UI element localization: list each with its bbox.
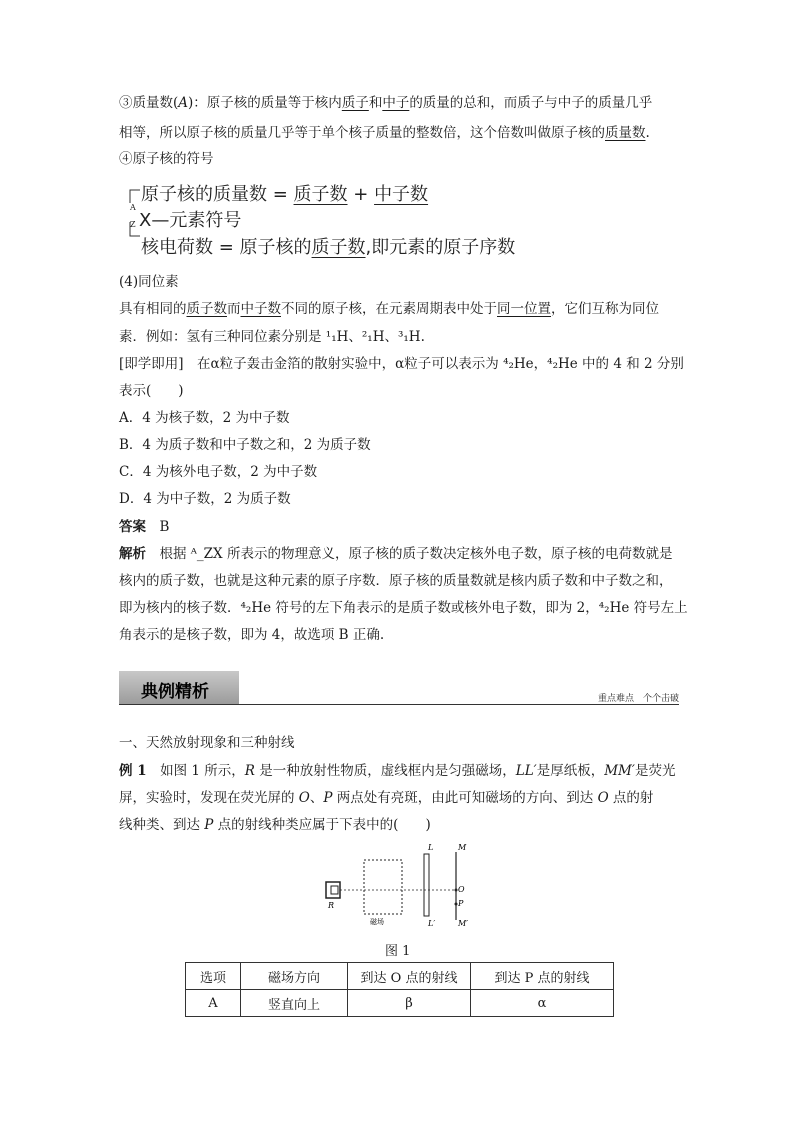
label-l: L bbox=[428, 843, 434, 852]
option-a: A．4 为核子数，2 为中子数 bbox=[119, 410, 290, 426]
symbol: O bbox=[597, 790, 609, 806]
table-header-cell: 到达 P 点的射线 bbox=[471, 963, 614, 990]
explanation-line-4: 角表示的是核子数，即为 4，故选项 B 正确. bbox=[119, 627, 385, 643]
text: 原子核的质量数 = bbox=[141, 184, 294, 205]
explanation-line-1 bbox=[119, 545, 679, 563]
symbol-bottom-line bbox=[141, 233, 515, 259]
mass-number-superscript: A bbox=[130, 203, 136, 212]
symbol: P bbox=[204, 817, 214, 833]
example-line-1 bbox=[119, 762, 679, 780]
label-m: M bbox=[458, 843, 467, 852]
symbol: P bbox=[323, 790, 333, 806]
section-title: 典例精析 bbox=[141, 682, 209, 702]
option-b: B．4 为质子数和中子数之和，2 为质子数 bbox=[119, 437, 371, 453]
experiment-figure bbox=[322, 840, 482, 932]
label-l-prime: L′ bbox=[428, 919, 436, 928]
label-m-prime: M′ bbox=[458, 919, 469, 928]
options-table bbox=[185, 962, 614, 1017]
underlined-term: 质子数 bbox=[186, 301, 227, 317]
option-d: D．4 为中子数，2 为质子数 bbox=[119, 491, 291, 507]
text: ,即元素的原子序数 bbox=[365, 237, 516, 258]
symbol: MM′ bbox=[604, 763, 635, 779]
text: 两点处有亮斑，由此可知磁场的方向、到达 bbox=[332, 790, 598, 806]
table-header-cell: 到达 O 点的射线 bbox=[348, 963, 471, 990]
example-line-3 bbox=[119, 816, 679, 834]
underlined-term: 质子数 bbox=[293, 184, 348, 205]
symbol-a: A bbox=[178, 95, 189, 111]
symbol-heading: ④原子核的符号 bbox=[119, 151, 214, 167]
text: 相等，所以原子核的质量几乎等于单个核子质量的整数倍，这个倍数叫做原子核的 bbox=[119, 125, 605, 141]
underlined-term: 中子数 bbox=[374, 184, 429, 205]
symbol: LL′ bbox=[515, 763, 537, 779]
label-o: O bbox=[458, 885, 465, 894]
explanation-line-3: 即为核内的核子数．⁴₂He 符号的左下角表示的是质子数或核外电子数，即为 2，⁴₂He 符号左上 bbox=[119, 600, 688, 616]
example-label: 例 1 bbox=[119, 763, 147, 779]
table-header-row bbox=[186, 963, 614, 990]
symbol: O bbox=[298, 790, 310, 806]
text: ，它们互称为同位 bbox=[551, 301, 659, 317]
example-line-2 bbox=[119, 789, 679, 807]
question-text: 在α粒子轰击金箔的散射实验中，α粒子可以表示为 ⁴₂He，⁴₂He 中的 4 和 2 分别 bbox=[183, 356, 684, 372]
table-cell: β bbox=[348, 990, 471, 1017]
paper-board bbox=[424, 854, 429, 916]
text: 屏，实验时，发现在荧光屏的 bbox=[119, 790, 299, 806]
text: 线种类、到达 bbox=[119, 817, 205, 833]
question-line-1 bbox=[119, 355, 684, 373]
text: 点的射 bbox=[608, 790, 654, 806]
text: 不同的原子核，在元素周期表中处于 bbox=[281, 301, 497, 317]
atomic-number-subscript: Z bbox=[130, 220, 136, 229]
question-tag: [即学即用] bbox=[119, 356, 184, 372]
table-cell: 竖直向上 bbox=[241, 990, 348, 1017]
text: ③质量数( bbox=[119, 95, 179, 111]
explanation-text: 根据 ᴬ_ZX 所表示的物理意义，原子核的质子数决定核外电子数，原子核的电荷数就是 bbox=[146, 546, 673, 562]
section-header bbox=[119, 671, 679, 705]
isotope-line-2: 素．例如：氢有三种同位素分别是 ¹₁H、²₁H、³₁H. bbox=[119, 329, 425, 345]
symbol: R bbox=[244, 763, 255, 779]
answer-value: B bbox=[146, 519, 170, 535]
text: + bbox=[347, 184, 375, 205]
figure-caption: 图 1 bbox=[385, 944, 411, 959]
underlined-term: 中子数 bbox=[240, 301, 281, 317]
isotope-line-1 bbox=[119, 300, 679, 318]
underlined-term: 质子 bbox=[341, 95, 369, 111]
text: 具有相同的 bbox=[119, 301, 187, 317]
text: . bbox=[645, 125, 650, 141]
text: 是荧光 bbox=[634, 763, 676, 779]
text: 核电荷数 = 原子核的 bbox=[141, 237, 312, 258]
label-p: P bbox=[458, 899, 464, 908]
text: 而 bbox=[227, 301, 241, 317]
option-c: C．4 为核外电子数，2 为中子数 bbox=[119, 464, 318, 480]
label-r: R bbox=[328, 901, 335, 910]
question-line-2: 表示( ) bbox=[119, 383, 184, 399]
magnetic-field-box bbox=[364, 860, 402, 914]
section-divider bbox=[119, 704, 679, 705]
explanation-line-2: 核内的质子数，也就是这种元素的原子序数．原子核的质量数就是核内质子数和中子数之和， bbox=[119, 573, 673, 589]
mass-number-line-1 bbox=[119, 94, 679, 112]
table-cell: A bbox=[186, 990, 241, 1017]
text: 、 bbox=[309, 790, 324, 806]
underlined-term: 质子数 bbox=[311, 237, 366, 258]
source-inner bbox=[331, 886, 338, 894]
text: 点的射线种类应属于下表中的( ) bbox=[213, 817, 431, 833]
symbol-top-line bbox=[141, 180, 428, 206]
table-cell: α bbox=[471, 990, 614, 1017]
answer-label: 答案 bbox=[119, 519, 146, 535]
text: )：原子核的质量等于核内 bbox=[188, 95, 342, 111]
explanation-label: 解析 bbox=[119, 546, 146, 562]
table-row bbox=[186, 990, 614, 1017]
table-header-cell: 磁场方向 bbox=[241, 963, 348, 990]
text: 是厚纸板， bbox=[536, 763, 605, 779]
section-subtitle: 重点难点 个个击破 bbox=[597, 694, 679, 704]
text: 是一种放射性物质，虚线框内是匀强磁场， bbox=[254, 763, 516, 779]
label-field: 磁场 bbox=[370, 918, 384, 926]
example-heading: 一、天然放射现象和三种射线 bbox=[119, 735, 295, 751]
text: 和 bbox=[368, 95, 383, 111]
text: 的质量的总和，而质子与中子的质量几乎 bbox=[409, 95, 653, 111]
text: 如图 1 所示， bbox=[146, 763, 245, 779]
underlined-term: 中子 bbox=[382, 95, 410, 111]
answer-line bbox=[119, 518, 679, 536]
mass-number-line-2 bbox=[119, 124, 679, 142]
underlined-term: 同一位置 bbox=[497, 301, 551, 317]
symbol-mid-line: X—元素符号 bbox=[139, 210, 242, 231]
underlined-term: 质量数 bbox=[605, 125, 646, 141]
table-header-cell: 选项 bbox=[186, 963, 241, 990]
isotope-heading: (4)同位素 bbox=[119, 274, 179, 290]
